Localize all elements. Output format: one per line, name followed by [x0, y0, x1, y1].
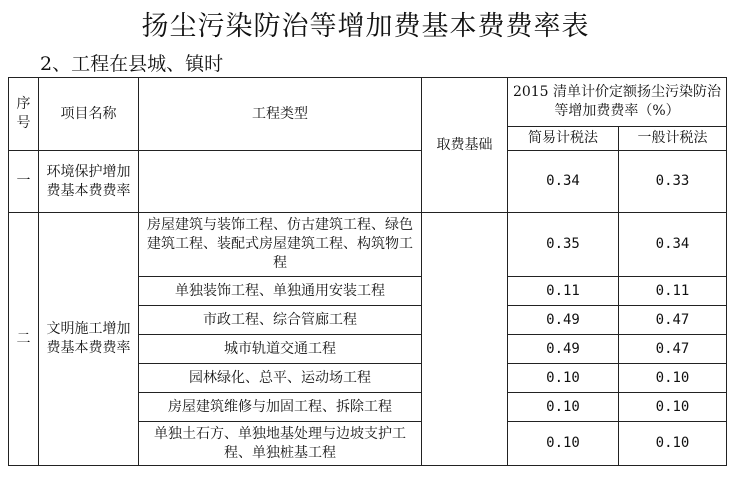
- row4-general: 0.47: [619, 306, 727, 335]
- row3-general: 0.11: [619, 277, 727, 306]
- group2-item: 文明施工增加费基本费费率: [39, 213, 139, 466]
- row8-simple: 0.10: [508, 422, 619, 466]
- row1-simple: 0.34: [508, 151, 619, 213]
- header-type: 工程类型: [139, 78, 422, 151]
- row2-general: 0.34: [619, 213, 727, 277]
- row1-item: 环境保护增加费基本费费率: [39, 151, 139, 213]
- row1-seq: 一: [9, 151, 39, 213]
- row5-simple: 0.49: [508, 335, 619, 364]
- document-subtitle: 2、工程在县城、镇时: [40, 53, 224, 75]
- row4-simple: 0.49: [508, 306, 619, 335]
- row4-type: 市政工程、综合管廊工程: [139, 306, 422, 335]
- row7-general: 0.10: [619, 393, 727, 422]
- row8-general: 0.10: [619, 422, 727, 466]
- row5-general: 0.47: [619, 335, 727, 364]
- row7-type: 房屋建筑维修与加固工程、拆除工程: [139, 393, 422, 422]
- group2-seq: 二: [9, 213, 39, 466]
- fee-rate-table: [8, 77, 727, 466]
- header-rate-group: 2015 清单计价定额扬尘污染防治等增加费费率（%）: [508, 78, 727, 127]
- row3-type: 单独装饰工程、单独通用安装工程: [139, 277, 422, 306]
- header-simple: 简易计税法: [508, 127, 619, 151]
- row6-type: 园林绿化、总平、运动场工程: [139, 364, 422, 393]
- header-general: 一般计税法: [619, 127, 727, 151]
- header-seq: 序号: [9, 78, 39, 151]
- header-basis: 取费基础: [422, 78, 508, 213]
- row1-type: [139, 151, 422, 213]
- row6-simple: 0.10: [508, 364, 619, 393]
- group2-basis: [422, 213, 508, 466]
- row2-simple: 0.35: [508, 213, 619, 277]
- header-item: 项目名称: [39, 78, 139, 151]
- row3-simple: 0.11: [508, 277, 619, 306]
- row7-simple: 0.10: [508, 393, 619, 422]
- document-title: 扬尘污染防治等增加费基本费费率表: [141, 11, 590, 42]
- row2-type: 房屋建筑与装饰工程、仿古建筑工程、绿色建筑工程、装配式房屋建筑工程、构筑物工程: [139, 213, 422, 277]
- row5-type: 城市轨道交通工程: [139, 335, 422, 364]
- row8-type: 单独土石方、单独地基处理与边坡支护工程、单独桩基工程: [139, 422, 422, 466]
- row6-general: 0.10: [619, 364, 727, 393]
- row1-general: 0.33: [619, 151, 727, 213]
